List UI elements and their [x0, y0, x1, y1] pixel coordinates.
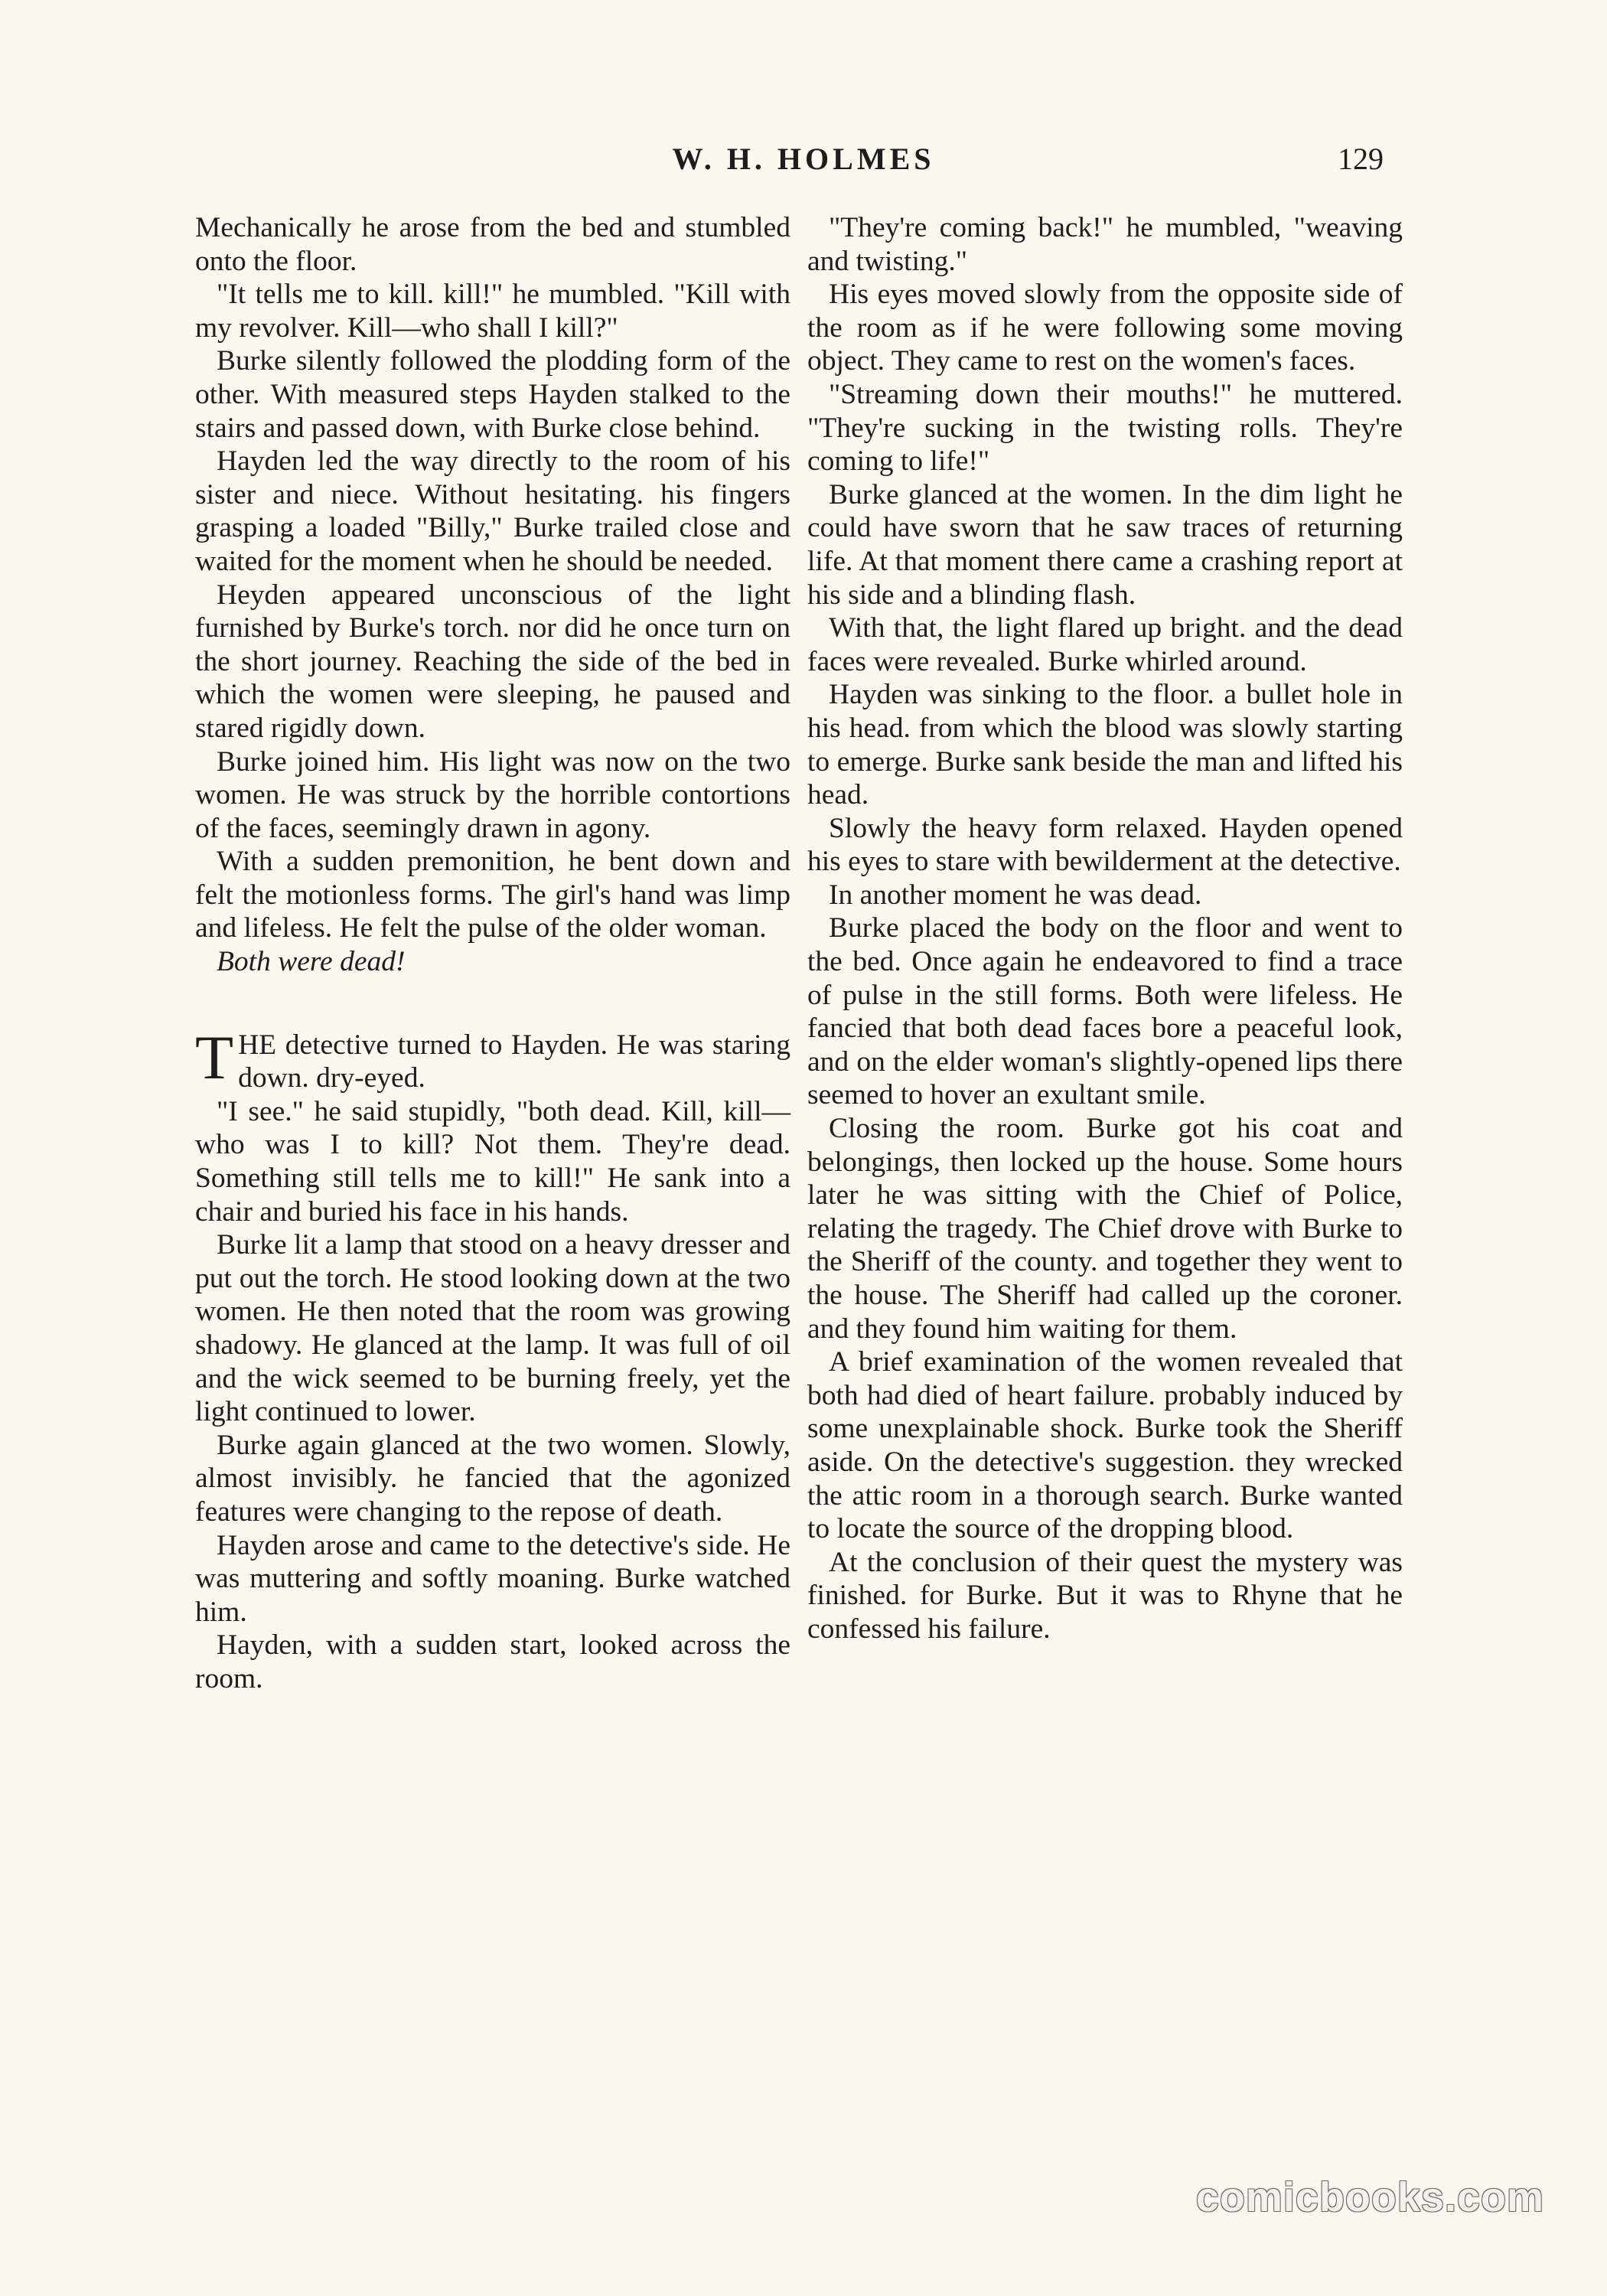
- right-column: [807, 211, 1403, 1646]
- paragraph: "It tells me to kill. kill!" he mumbled. "Kill with my revolver. Kill—who shall I kill?": [195, 279, 790, 344]
- paragraph: "They're coming back!" he mumbled, "weaving and twisting.": [807, 212, 1403, 277]
- paragraph: Slowly the heavy form relaxed. Hayden opened his eyes to stare with bewilderment at the detective.: [807, 812, 1403, 878]
- paragraph: "I see." he said stupidly, "both dead. Kill, kill—who was I to kill? Not them. They're dead. Something still tells me to kill!" He sank into a chair and buried his face in his hands.: [195, 1095, 790, 1228]
- page-number: 129: [1338, 142, 1384, 176]
- drop-cap: T: [195, 1022, 234, 1092]
- paragraph: In another moment he was dead.: [829, 879, 1202, 911]
- section-opening-paragraph: [195, 1022, 790, 1095]
- paragraph: A brief examination of the women revealed that both had died of heart failure. probably induced by some unexplainable shock. Burke took the Sheriff aside. On the detective's suggestion. they wrecked the attic room in a thorough search. Burke wanted to locate the source of the dropping blood.: [807, 1346, 1403, 1545]
- paragraph: Heyden appeared unconscious of the light furnished by Burke's torch. nor did he once turn on the short journey. Reaching the side of the bed in which the women were sleeping, he paused and stared rigidly down.: [195, 579, 790, 744]
- paragraph: Burke placed the body on the floor and went to the bed. Once again he endeavored to find a trace of pulse in the still forms. Both were lifeless. He fancied that both dead faces bore a peaceful look, and on the elder woman's slightly-opened lips there seemed to hover an exultant smile.: [807, 912, 1403, 1111]
- paragraph: Closing the room. Burke got his coat and belongings, then locked up the house. Some hours later he was sitting with the Chief of Police, relating the tragedy. The Chief drove with Burke to the Sheriff of the county. and together they went to the house. The Sheriff had called up the coroner. and they found him waiting for them.: [807, 1113, 1403, 1345]
- section-opening-text: HE detective turned to Hayden. He was staring down. dry-eyed.: [238, 1029, 790, 1094]
- paragraph: With a sudden premonition, he bent down and felt the motionless forms. The girl's hand was limp and lifeless. He felt the pulse of the older woman.: [195, 846, 790, 944]
- paragraph: Burke glanced at the women. In the dim light he could have sworn that he saw traces of returning life. At that moment there came a crashing report at his side and a blinding flash.: [807, 478, 1403, 611]
- paragraph: Burke lit a lamp that stood on a heavy dresser and put out the torch. He stood looking down at the two women. He then noted that the room was growing shadowy. He glanced at the lamp. It was full of oil and the wick seemed to be burning freely, yet the light continued to lower.: [195, 1229, 790, 1428]
- paragraph: Burke joined him. His light was now on the two women. He was struck by the horrible contortions of the faces, seemingly drawn in agony.: [195, 745, 790, 844]
- watermark-logo: comicbooks.com: [1195, 2174, 1544, 2220]
- paragraph: Mechanically he arose from the bed and stumbled onto the floor.: [195, 212, 790, 277]
- paragraph-italic: Both were dead!: [217, 946, 406, 978]
- left-column: [195, 211, 790, 1696]
- paragraph: With that, the light flared up bright. and the dead faces were revealed. Burke whirled around.: [807, 612, 1403, 677]
- running-header-author: W. H. HOLMES: [672, 142, 935, 176]
- paragraph: Hayden led the way directly to the room of his sister and niece. Without hesitating. his fingers grasping a loaded "Billy," Burke trailed close and waited for the moment when he should be needed.: [195, 445, 790, 577]
- paragraph: Burke silently followed the plodding form of the other. With measured steps Hayden stalked to the stairs and passed down, with Burke close behind.: [195, 345, 790, 444]
- paragraph: "Streaming down their mouths!" he muttered. "They're sucking in the twisting rolls. They're coming to life!": [807, 378, 1403, 478]
- paragraph: Burke again glanced at the two women. Slowly, almost invisibly. he fancied that the agonized features were changing to the repose of death.: [195, 1429, 790, 1528]
- paragraph: Hayden was sinking to the floor. a bullet hole in his head. from which the blood was slowly starting to emerge. Burke sank beside the man and lifted his head.: [807, 679, 1403, 811]
- paragraph: Hayden, with a sudden start, looked across the room.: [195, 1629, 790, 1694]
- paragraph: At the conclusion of their quest the mystery was finished. for Burke. But it was to Rhyne that he confessed his failure.: [807, 1546, 1403, 1645]
- paragraph: Hayden arose and came to the detective's side. He was muttering and softly moaning. Burke watched him.: [195, 1529, 790, 1628]
- paragraph: His eyes moved slowly from the opposite side of the room as if he were following some moving object. They came to rest on the women's faces.: [807, 279, 1403, 377]
